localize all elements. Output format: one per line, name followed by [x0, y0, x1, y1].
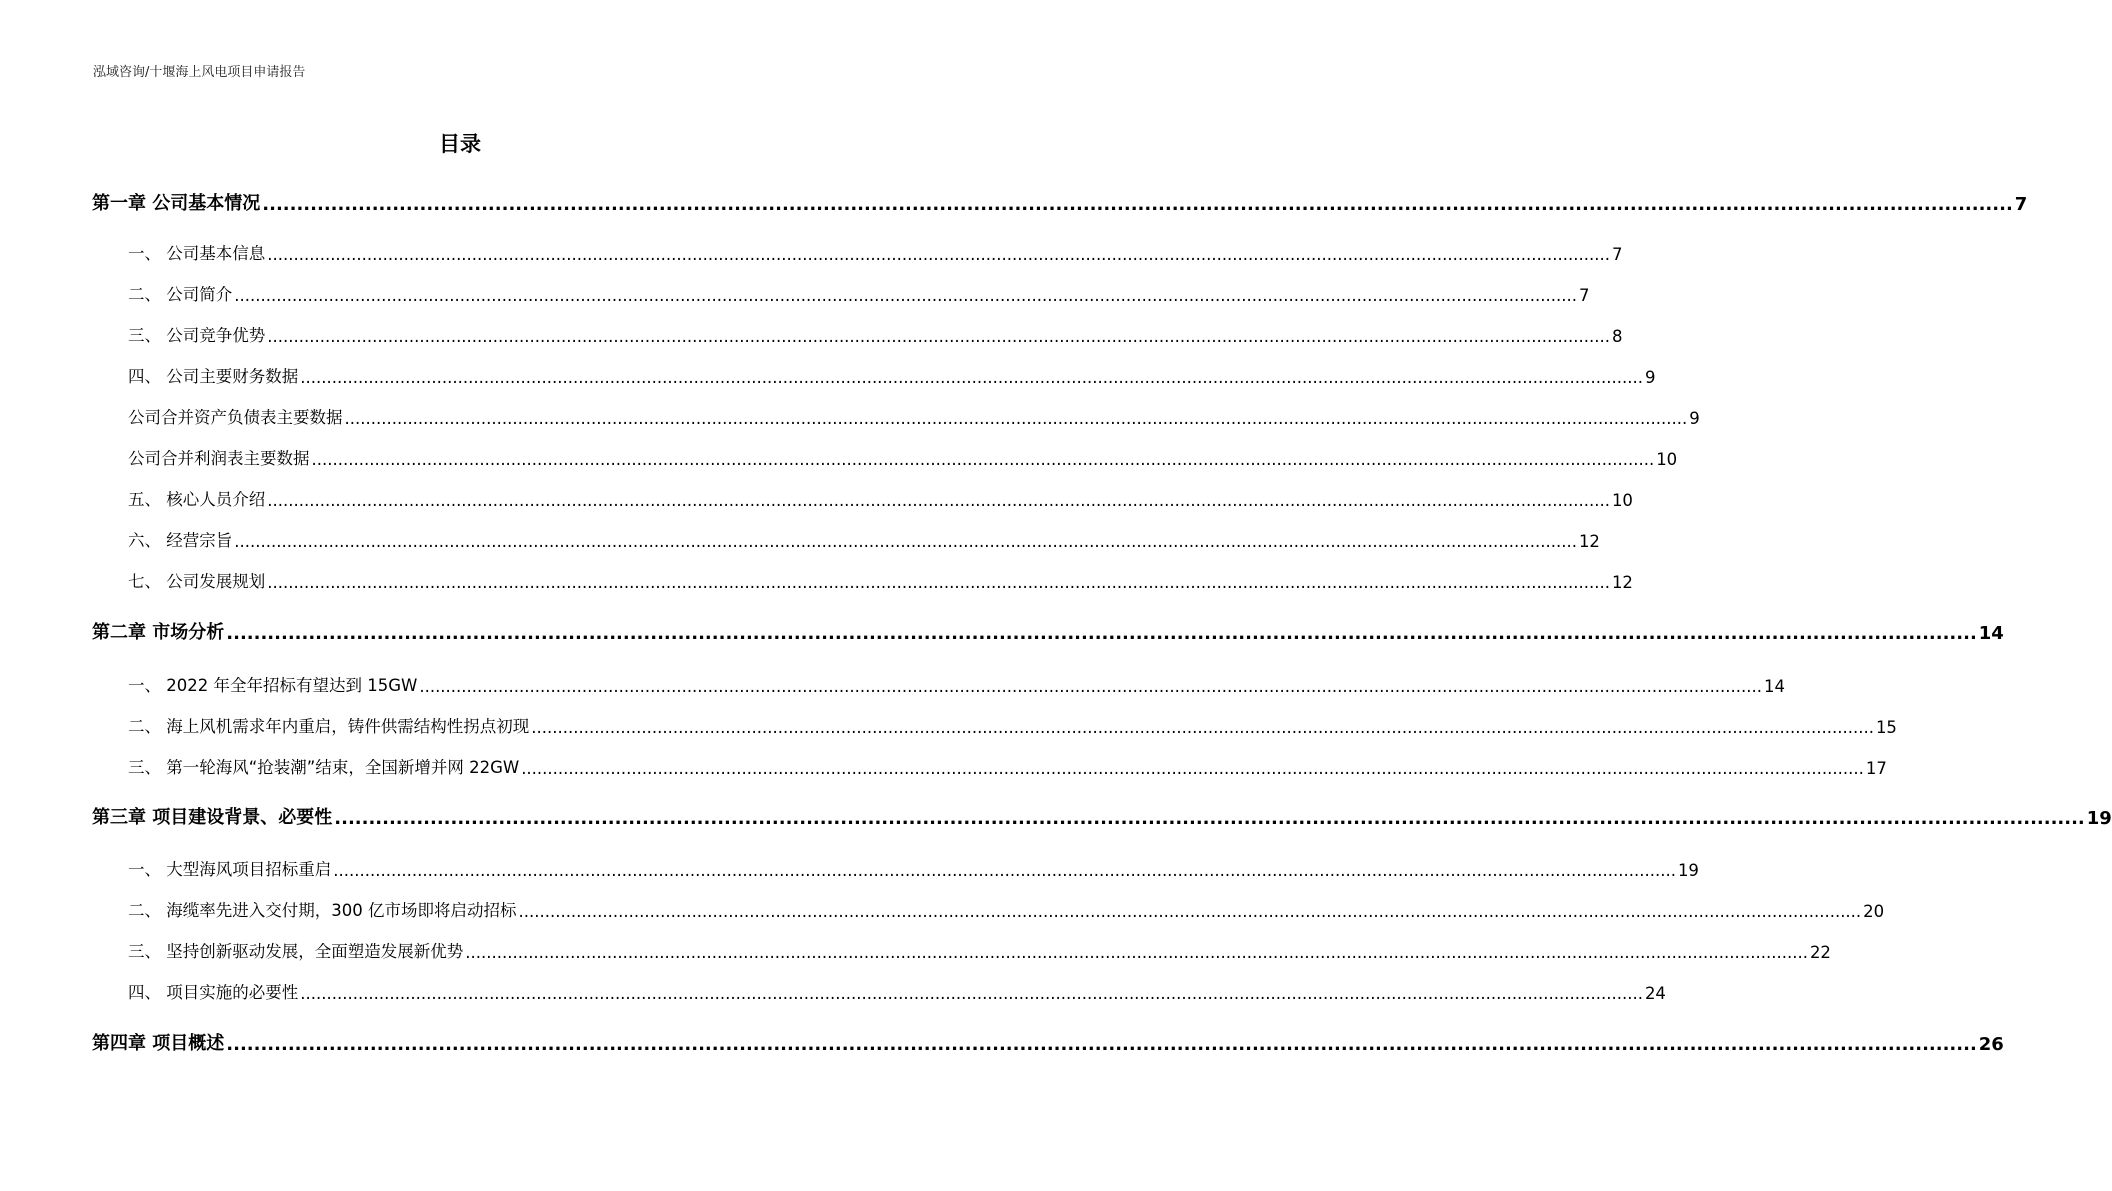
toc-page-number: 19: [1677, 861, 1699, 880]
toc-page-number: 14: [1978, 623, 2004, 644]
dot-leader: ................................................................................................................................................................................................................................................................: [521, 759, 1864, 778]
dot-leader: ................................................................................................................................................................................................................................................................: [234, 532, 1577, 551]
dot-leader: ................................................................................................................................................................................................................................................................: [334, 808, 2085, 829]
dot-leader: ................................................................................................................................................................................................................................................................: [465, 943, 1808, 962]
toc-section[interactable]: [128, 938, 1831, 962]
dot-leader: ................................................................................................................................................................................................................................................................: [419, 677, 1763, 696]
dot-leader: ................................................................................................................................................................................................................................................................: [300, 984, 1643, 1003]
dot-leader: ................................................................................................................................................................................................................................................................: [267, 573, 1610, 592]
toc-label: 第一章 公司基本情况: [92, 193, 261, 214]
toc-page-number: 9: [1644, 368, 1656, 387]
toc-label: 二、 公司简介: [128, 285, 233, 304]
toc-chapter[interactable]: [92, 189, 2028, 215]
dot-leader: ................................................................................................................................................................................................................................................................: [226, 623, 1977, 644]
toc-label: 六、 经营宗旨: [128, 531, 233, 550]
toc-section[interactable]: [128, 713, 1897, 737]
dot-leader: ................................................................................................................................................................................................................................................................: [333, 861, 1676, 880]
toc-page-number: 24: [1644, 984, 1666, 1003]
toc-section[interactable]: [128, 281, 1590, 305]
toc-subsection[interactable]: [128, 445, 1678, 469]
dot-leader: ................................................................................................................................................................................................................................................................: [344, 409, 1688, 428]
toc-section[interactable]: [128, 363, 1656, 387]
toc-page-number: 19: [2086, 808, 2112, 829]
toc-section[interactable]: [128, 240, 1623, 264]
toc-label: 公司合并资产负债表主要数据: [128, 408, 343, 427]
toc-section[interactable]: [128, 672, 1786, 696]
toc-section[interactable]: [128, 856, 1699, 880]
toc-section[interactable]: [128, 979, 1666, 1003]
toc-section[interactable]: [128, 754, 1887, 778]
toc-page-number: 9: [1689, 409, 1700, 428]
toc-label: 二、 海缆率先进入交付期，300 亿市场即将启动招标: [128, 901, 517, 920]
toc-page-number: 14: [1764, 677, 1786, 696]
toc-chapter[interactable]: [92, 618, 2004, 644]
toc-page-number: 7: [1578, 286, 1590, 305]
toc-label: 三、 坚持创新驱动发展，全面塑造发展新优势: [128, 942, 464, 961]
dot-leader: ................................................................................................................................................................................................................................................................: [226, 1034, 1977, 1055]
toc-label: 四、 项目实施的必要性: [128, 983, 299, 1002]
toc-page-number: 12: [1611, 573, 1633, 592]
toc-subsection[interactable]: [128, 404, 1700, 428]
toc-section[interactable]: [128, 486, 1633, 510]
toc-page-number: 17: [1865, 759, 1887, 778]
toc-page-number: 10: [1656, 450, 1678, 469]
toc-label: 二、 海上风机需求年内重启，铸件供需结构性拐点初现: [128, 717, 530, 736]
toc-section[interactable]: [128, 568, 1633, 592]
dot-leader: ................................................................................................................................................................................................................................................................: [267, 491, 1610, 510]
toc-chapter[interactable]: [92, 803, 2112, 829]
dot-leader: ................................................................................................................................................................................................................................................................: [518, 902, 1862, 921]
dot-leader: ................................................................................................................................................................................................................................................................: [234, 286, 1577, 305]
toc-label: 一、 公司基本信息: [128, 244, 266, 263]
toc-label: 第三章 项目建设背景、必要性: [92, 807, 333, 828]
toc-page-number: 10: [1611, 491, 1633, 510]
dot-leader: ................................................................................................................................................................................................................................................................: [267, 245, 1610, 264]
toc-label: 三、 公司竞争优势: [128, 326, 266, 345]
page-header: 泓域咨询/十堰海上风电项目申请报告: [93, 65, 306, 80]
toc-page-number: 12: [1578, 532, 1600, 551]
toc-page-number: 26: [1978, 1034, 2004, 1055]
dot-leader: ................................................................................................................................................................................................................................................................: [262, 194, 2013, 215]
toc-label: 三、 第一轮海风“抢装潮”结束，全国新增并网 22GW: [128, 758, 520, 777]
toc-page-number: 15: [1875, 718, 1897, 737]
dot-leader: ................................................................................................................................................................................................................................................................: [267, 327, 1610, 346]
toc-section[interactable]: [128, 527, 1600, 551]
toc-label: 第四章 项目概述: [92, 1033, 225, 1054]
toc-label: 五、 核心人员介绍: [128, 490, 266, 509]
dot-leader: ................................................................................................................................................................................................................................................................: [531, 718, 1874, 737]
page-title: 目录: [439, 132, 481, 156]
dot-leader: ................................................................................................................................................................................................................................................................: [300, 368, 1643, 387]
toc-section[interactable]: [128, 322, 1623, 346]
toc-label: 一、 2022 年全年招标有望达到 15GW: [128, 676, 418, 695]
toc-label: 公司合并利润表主要数据: [128, 449, 310, 468]
toc-label: 一、 大型海风项目招标重启: [128, 860, 332, 879]
toc-page-number: 7: [2014, 194, 2028, 215]
toc-page-number: 22: [1809, 943, 1831, 962]
toc-label: 七、 公司发展规划: [128, 572, 266, 591]
toc-page-number: 20: [1863, 902, 1885, 921]
toc-page-number: 8: [1611, 327, 1623, 346]
toc-section[interactable]: [128, 897, 1885, 921]
toc-page-number: 7: [1611, 245, 1623, 264]
toc-chapter[interactable]: [92, 1029, 2004, 1055]
toc-label: 四、 公司主要财务数据: [128, 367, 299, 386]
dot-leader: ................................................................................................................................................................................................................................................................: [311, 450, 1655, 469]
toc-label: 第二章 市场分析: [92, 622, 225, 643]
